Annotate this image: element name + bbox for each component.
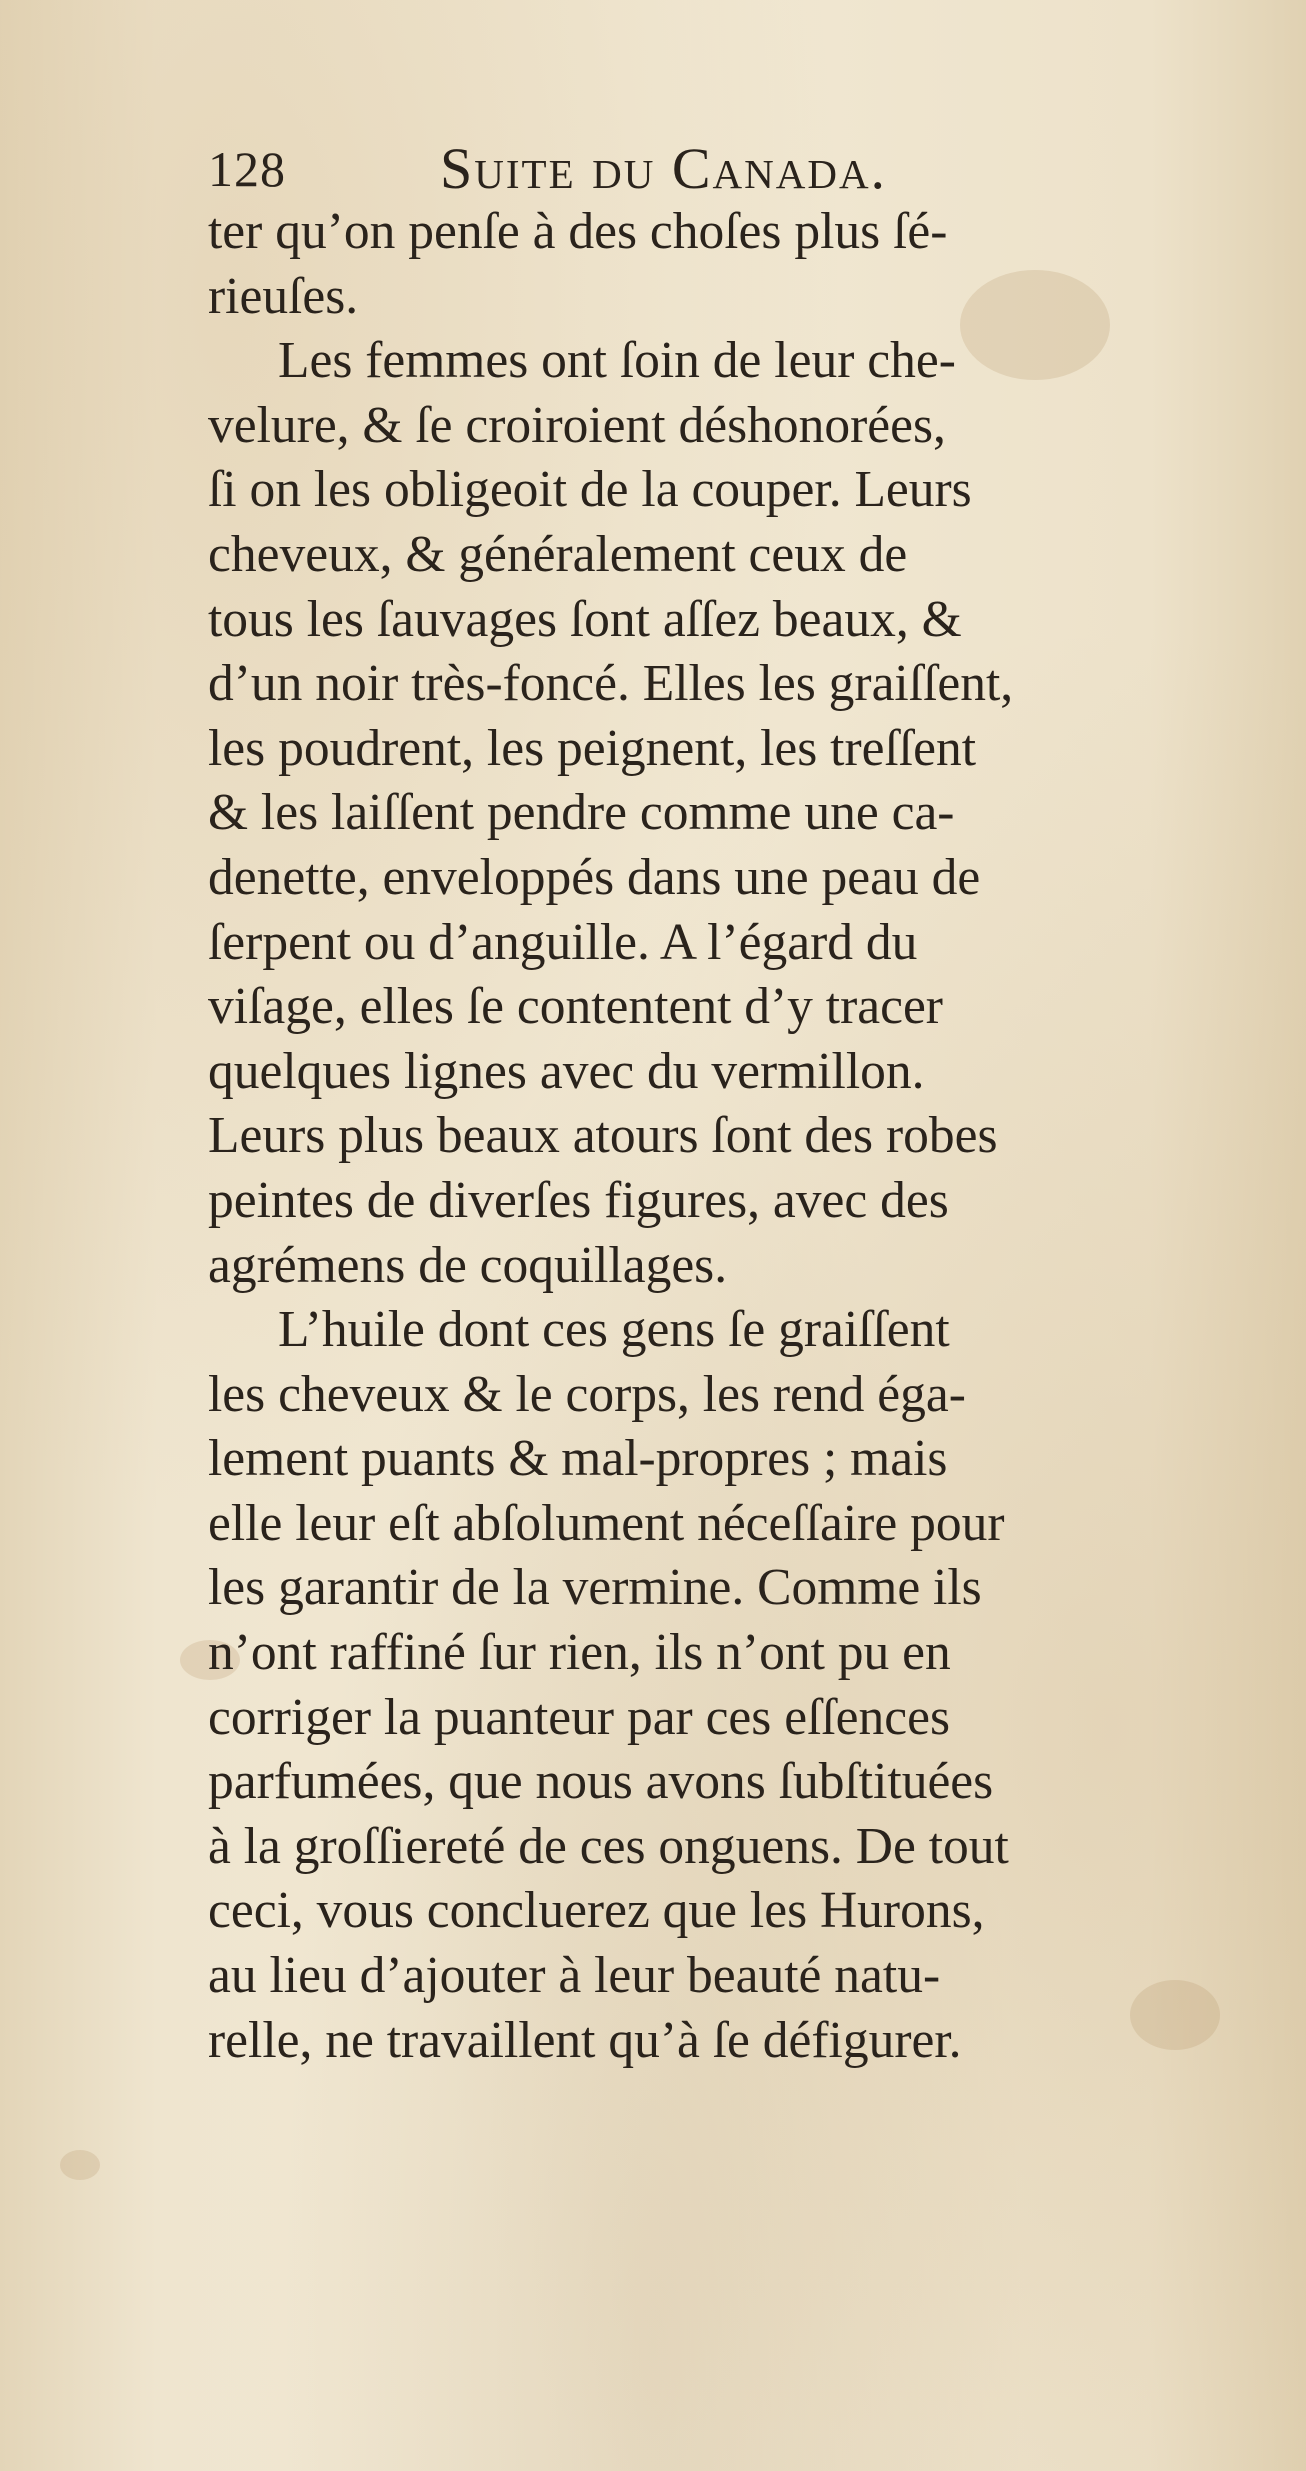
text-line: elle leur eſt abſolument néceſſaire pour	[208, 1494, 1005, 1552]
text-line: peintes de diverſes figures, avec des	[208, 1171, 949, 1229]
text-line: n’ont raffiné ſur rien, ils n’ont pu en	[208, 1624, 951, 1682]
text-line: & les laiſſent pendre comme une ca-	[208, 784, 955, 842]
text-line: lement puants & mal-propres ; mais	[208, 1430, 948, 1488]
text-line: relle, ne travaillent qu’à ſe défigurer.	[208, 2011, 962, 2069]
page-header	[208, 138, 1208, 200]
text-line: L’huile dont ces gens ſe graiſſent	[278, 1301, 950, 1359]
text-line: cheveux, & généralement ceux de	[208, 525, 908, 583]
text-line: ſerpent ou d’anguille. A l’égard du	[208, 913, 918, 971]
text-line: agrémens de coquillages.	[208, 1236, 728, 1294]
text-line: les garantir de la vermine. Comme ils	[208, 1559, 982, 1617]
body-text	[208, 200, 1208, 2073]
text-line: Leurs plus beaux atours ſont des robes	[208, 1107, 998, 1165]
text-line: denette, enveloppés dans une peau de	[208, 848, 981, 906]
text-line: à la groſſiereté de ces onguens. De tout	[208, 1817, 1009, 1875]
text-line: viſage, elles ſe contentent d’y tracer	[208, 978, 943, 1036]
text-line: tous les ſauvages ſont aſſez beaux, &	[208, 590, 962, 648]
text-line: ter qu’on penſe à des choſes plus ſé-	[208, 203, 948, 260]
text-line: corriger la puanteur par ces eſſences	[208, 1688, 951, 1746]
text-line: rieuſes.	[208, 267, 359, 325]
text-line: au lieu d’ajouter à leur beauté natu-	[208, 1947, 941, 2005]
text-line: ceci, vous concluerez que les Hurons,	[208, 1882, 985, 1940]
page-number: 128	[208, 141, 286, 197]
running-title: Suite du Canada.	[440, 136, 888, 201]
text-line: les poudrent, les peignent, les treſſent	[208, 719, 976, 777]
text-line: parfumées, que nous avons ſubſtituées	[208, 1753, 994, 1811]
text-line: ſi on les obligeoit de la couper. Leurs	[208, 461, 972, 519]
text-line: velure, & ſe croiroient déshonorées,	[208, 396, 946, 454]
text-line: d’un noir très-foncé. Elles les graiſſent,	[208, 655, 1014, 713]
text-line: les cheveux & le corps, les rend éga-	[208, 1365, 966, 1423]
paper-stain	[60, 2150, 100, 2180]
text-line: Les femmes ont ſoin de leur che-	[278, 332, 956, 390]
text-line: quelques lignes avec du vermillon.	[208, 1042, 925, 1100]
